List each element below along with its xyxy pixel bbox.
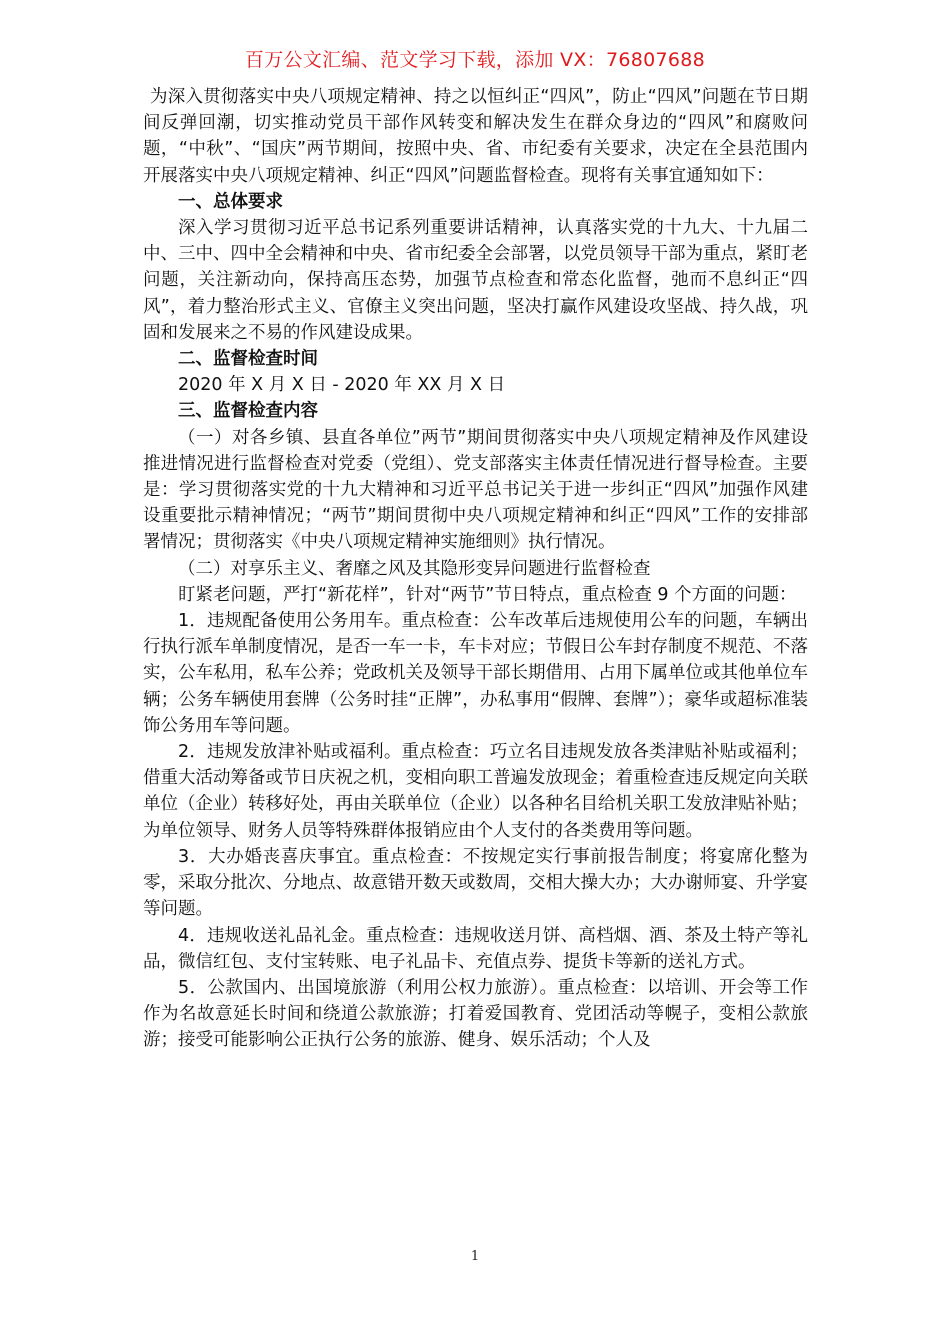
intro-paragraph: 为深入贯彻落实中央八项规定精神、持之以恒纠正“四风”，防止“四风”问题在节日期间反弹回潮，切实推动党员干部作风转变和解决发生在群众身边的“四风”和腐败问题，“中秋”、“国庆”两节期间，按照中央、省、市纪委有关要求，决定在全县范围内开展落实中央八项规定精神、纠正“四风”问题监督检查。现将有关事宜通知如下： — [143, 87, 808, 186]
section-1-paragraph: 深入学习贯彻习近平总书记系列重要讲话精神，认真落实党的十九大、十九届二中、三中、四中全会精神和中央、省市纪委全会部署，以党员领导干部为重点，紧盯老问题，关注新动向，保持高压态势，加强节点检查和常态化监督，弛而不息纠正“四风”，着力整治形式主义、官僚主义突出问题，坚决打赢作风建设攻坚战、持久战，巩固和发展来之不易的作风建设成果。 — [143, 218, 808, 343]
page-number: 1 — [470, 1249, 480, 1264]
point-5-paragraph: 5．公款国内、出国境旅游（利用公权力旅游）。重点检查：以培训、开会等工作作为名故意延长时间和绕道公款旅游；打着爱国教育、党团活动等幌子，变相公款旅游；接受可能影响公正执行公务的旅游、健身、娱乐活动；个人及 — [143, 977, 808, 1051]
section-3-heading: 三、监督检查内容 — [178, 401, 318, 422]
point-2-paragraph: 2．违规发放津补贴或福利。重点检查：巧立名目违规发放各类津贴补贴或福利；借重大活动筹备或节日庆祝之机，变相向职工普遍发放现金；着重检查违反规定向关联单位（企业）转移好处，再由关联单位（企业）以各种名目给机关职工发放津贴补贴；为单位领导、财务人员等特殊群体报销应由个人支付的各类费用等问题。 — [143, 742, 808, 841]
point-4-paragraph: 4．违规收送礼品礼金。重点检查：违规收送月饼、高档烟、酒、茶及土特产等礼品，微信红包、支付宝转账、电子礼品卡、充值点券、提货卡等新的送礼方式。 — [143, 925, 808, 972]
point-3-paragraph: 3．大办婚丧喜庆事宜。重点检查：不按规定实行事前报告制度；将宴席化整为零，采取分批次、分地点、故意错开数天或数周，交相大操大办；大办谢师宴、升学宴等问题。 — [143, 846, 808, 920]
item-2-paragraph: 盯紧老问题，严打“新花样”，针对“两节”节日特点，重点检查 9 个方面的问题： — [178, 584, 797, 605]
item-2-heading: （二）对享乐主义、奢靡之风及其隐形变异问题进行监督检查 — [178, 558, 651, 579]
section-2-paragraph: 2020 年 X 月 X 日 - 2020 年 XX 月 X 日 — [178, 375, 506, 396]
section-2-heading: 二、监督检查时间 — [178, 349, 318, 370]
item-1-paragraph: （一）对各乡镇、县直各单位”两节”期间贯彻落实中央八项规定精神及作风建设推进情况进行监督检查对党委（党组）、党支部落实主体责任情况进行督导检查。主要是：学习贯彻落实党的十九大精神和习近平总书记关于进一步纠正“四风”加强作风建设重要批示精神情况；“两节”期间贯彻中央八项规定精神和纠正“四风”工作的安排部署情况；贯彻落实《中央八项规定精神实施细则》执行情况。 — [143, 427, 808, 553]
section-1-heading: 一、总体要求 — [178, 191, 283, 212]
document-body — [143, 84, 808, 1054]
point-1-paragraph: 1．违规配备使用公务用车。重点检查：公车改革后违规使用公车的问题，车辆出行执行派车单制度情况，是否一车一卡，车卡对应；节假日公车封存制度不规范、不落实，公车私用，私车公养；党政机关及领导干部长期借用、占用下属单位或其他单位车辆；公务车辆使用套牌（公务时挂“正牌”，办私事用“假牌、套牌”）；豪华或超标准装饰公务用车等问题。 — [143, 611, 808, 736]
header-banner: 百万公文汇编、范文学习下载，添加 VX：76807688 — [244, 49, 706, 71]
